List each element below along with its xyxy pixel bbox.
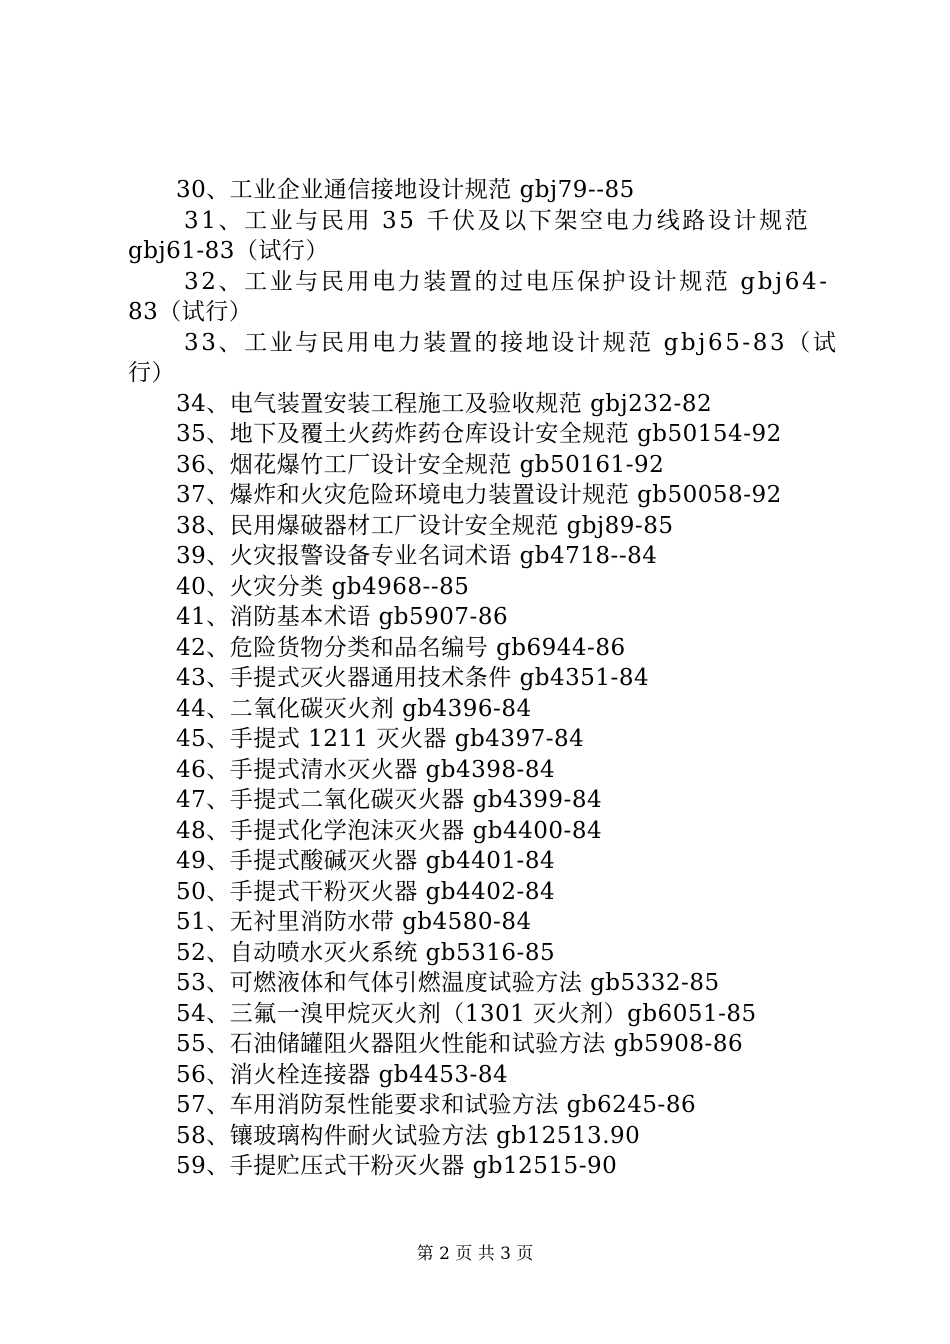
list-item: 51、无衬里消防水带 gb4580-84 xyxy=(176,909,532,935)
page-footer: 第 2 页 共 3 页 xyxy=(416,1244,534,1264)
list-item: 53、可燃液体和气体引燃温度试验方法 gb5332-85 xyxy=(176,970,720,996)
list-item: 36、烟花爆竹工厂设计安全规范 gb50161-92 xyxy=(176,451,665,478)
list-item-line: 行） xyxy=(128,360,175,386)
list-item: 49、手提式酸碱灭火器 gb4401-84 xyxy=(176,848,556,874)
list-item: 42、危险货物分类和品名编号 gb6944-86 xyxy=(176,634,626,661)
list-item xyxy=(128,206,834,267)
list-item-line: gbj61-83（试行） xyxy=(128,238,329,264)
list-item-line: 31、工业与民用 35 千伏及以下架空电力线路设计规范 xyxy=(184,207,811,234)
list-item: 57、车用消防泵性能要求和试验方法 gb6245-86 xyxy=(176,1092,697,1118)
standards-list xyxy=(128,175,839,1182)
list-item: 54、三氟一溴甲烷灭火剂（1301 灭火剂）gb6051-85 xyxy=(176,1000,757,1027)
list-item-line: 32、工业与民用电力装置的过电压保护设计规范 gbj64- xyxy=(184,268,830,295)
list-item: 35、地下及覆土火药炸药仓库设计安全规范 gb50154-92 xyxy=(176,421,782,447)
list-item: 37、爆炸和火灾危险环境电力装置设计规范 gb50058-92 xyxy=(176,482,782,508)
list-item: 50、手提式干粉灭火器 gb4402-84 xyxy=(176,878,556,905)
list-item: 46、手提式清水灭火器 gb4398-84 xyxy=(176,756,556,783)
list-item: 38、民用爆破器材工厂设计安全规范 gbj89-85 xyxy=(176,512,674,539)
list-item: 30、工业企业通信接地设计规范 gbj79--85 xyxy=(176,177,635,203)
list-item: 52、自动喷水灭火系统 gb5316-85 xyxy=(176,939,556,966)
list-item-line: 83（试行） xyxy=(128,299,253,325)
list-item: 45、手提式 1211 灭火器 gb4397-84 xyxy=(176,726,585,752)
list-item: 48、手提式化学泡沫灭火器 gb4400-84 xyxy=(176,817,603,844)
list-item: 43、手提式灭火器通用技术条件 gb4351-84 xyxy=(176,665,650,691)
list-item: 55、石油储罐阻火器阻火性能和试验方法 gb5908-86 xyxy=(176,1031,744,1057)
list-item: 59、手提贮压式干粉灭火器 gb12515-90 xyxy=(176,1153,618,1179)
list-item: 41、消防基本术语 gb5907-86 xyxy=(176,604,509,630)
list-item-line: 33、工业与民用电力装置的接地设计规范 gbj65-83（试 xyxy=(184,329,839,356)
list-item: 34、电气装置安装工程施工及验收规范 gbj232-82 xyxy=(176,390,713,417)
list-item: 44、二氧化碳灭火剂 gb4396-84 xyxy=(176,695,532,722)
list-item: 58、镶玻璃构件耐火试验方法 gb12513.90 xyxy=(176,1122,641,1149)
list-item: 47、手提式二氧化碳灭火器 gb4399-84 xyxy=(176,787,603,813)
list-item xyxy=(128,328,839,389)
list-item xyxy=(128,267,834,328)
list-item: 40、火灾分类 gb4968--85 xyxy=(176,573,470,600)
list-item: 39、火灾报警设备专业名词术语 gb4718--84 xyxy=(176,543,658,569)
list-item: 56、消火栓连接器 gb4453-84 xyxy=(176,1061,509,1088)
